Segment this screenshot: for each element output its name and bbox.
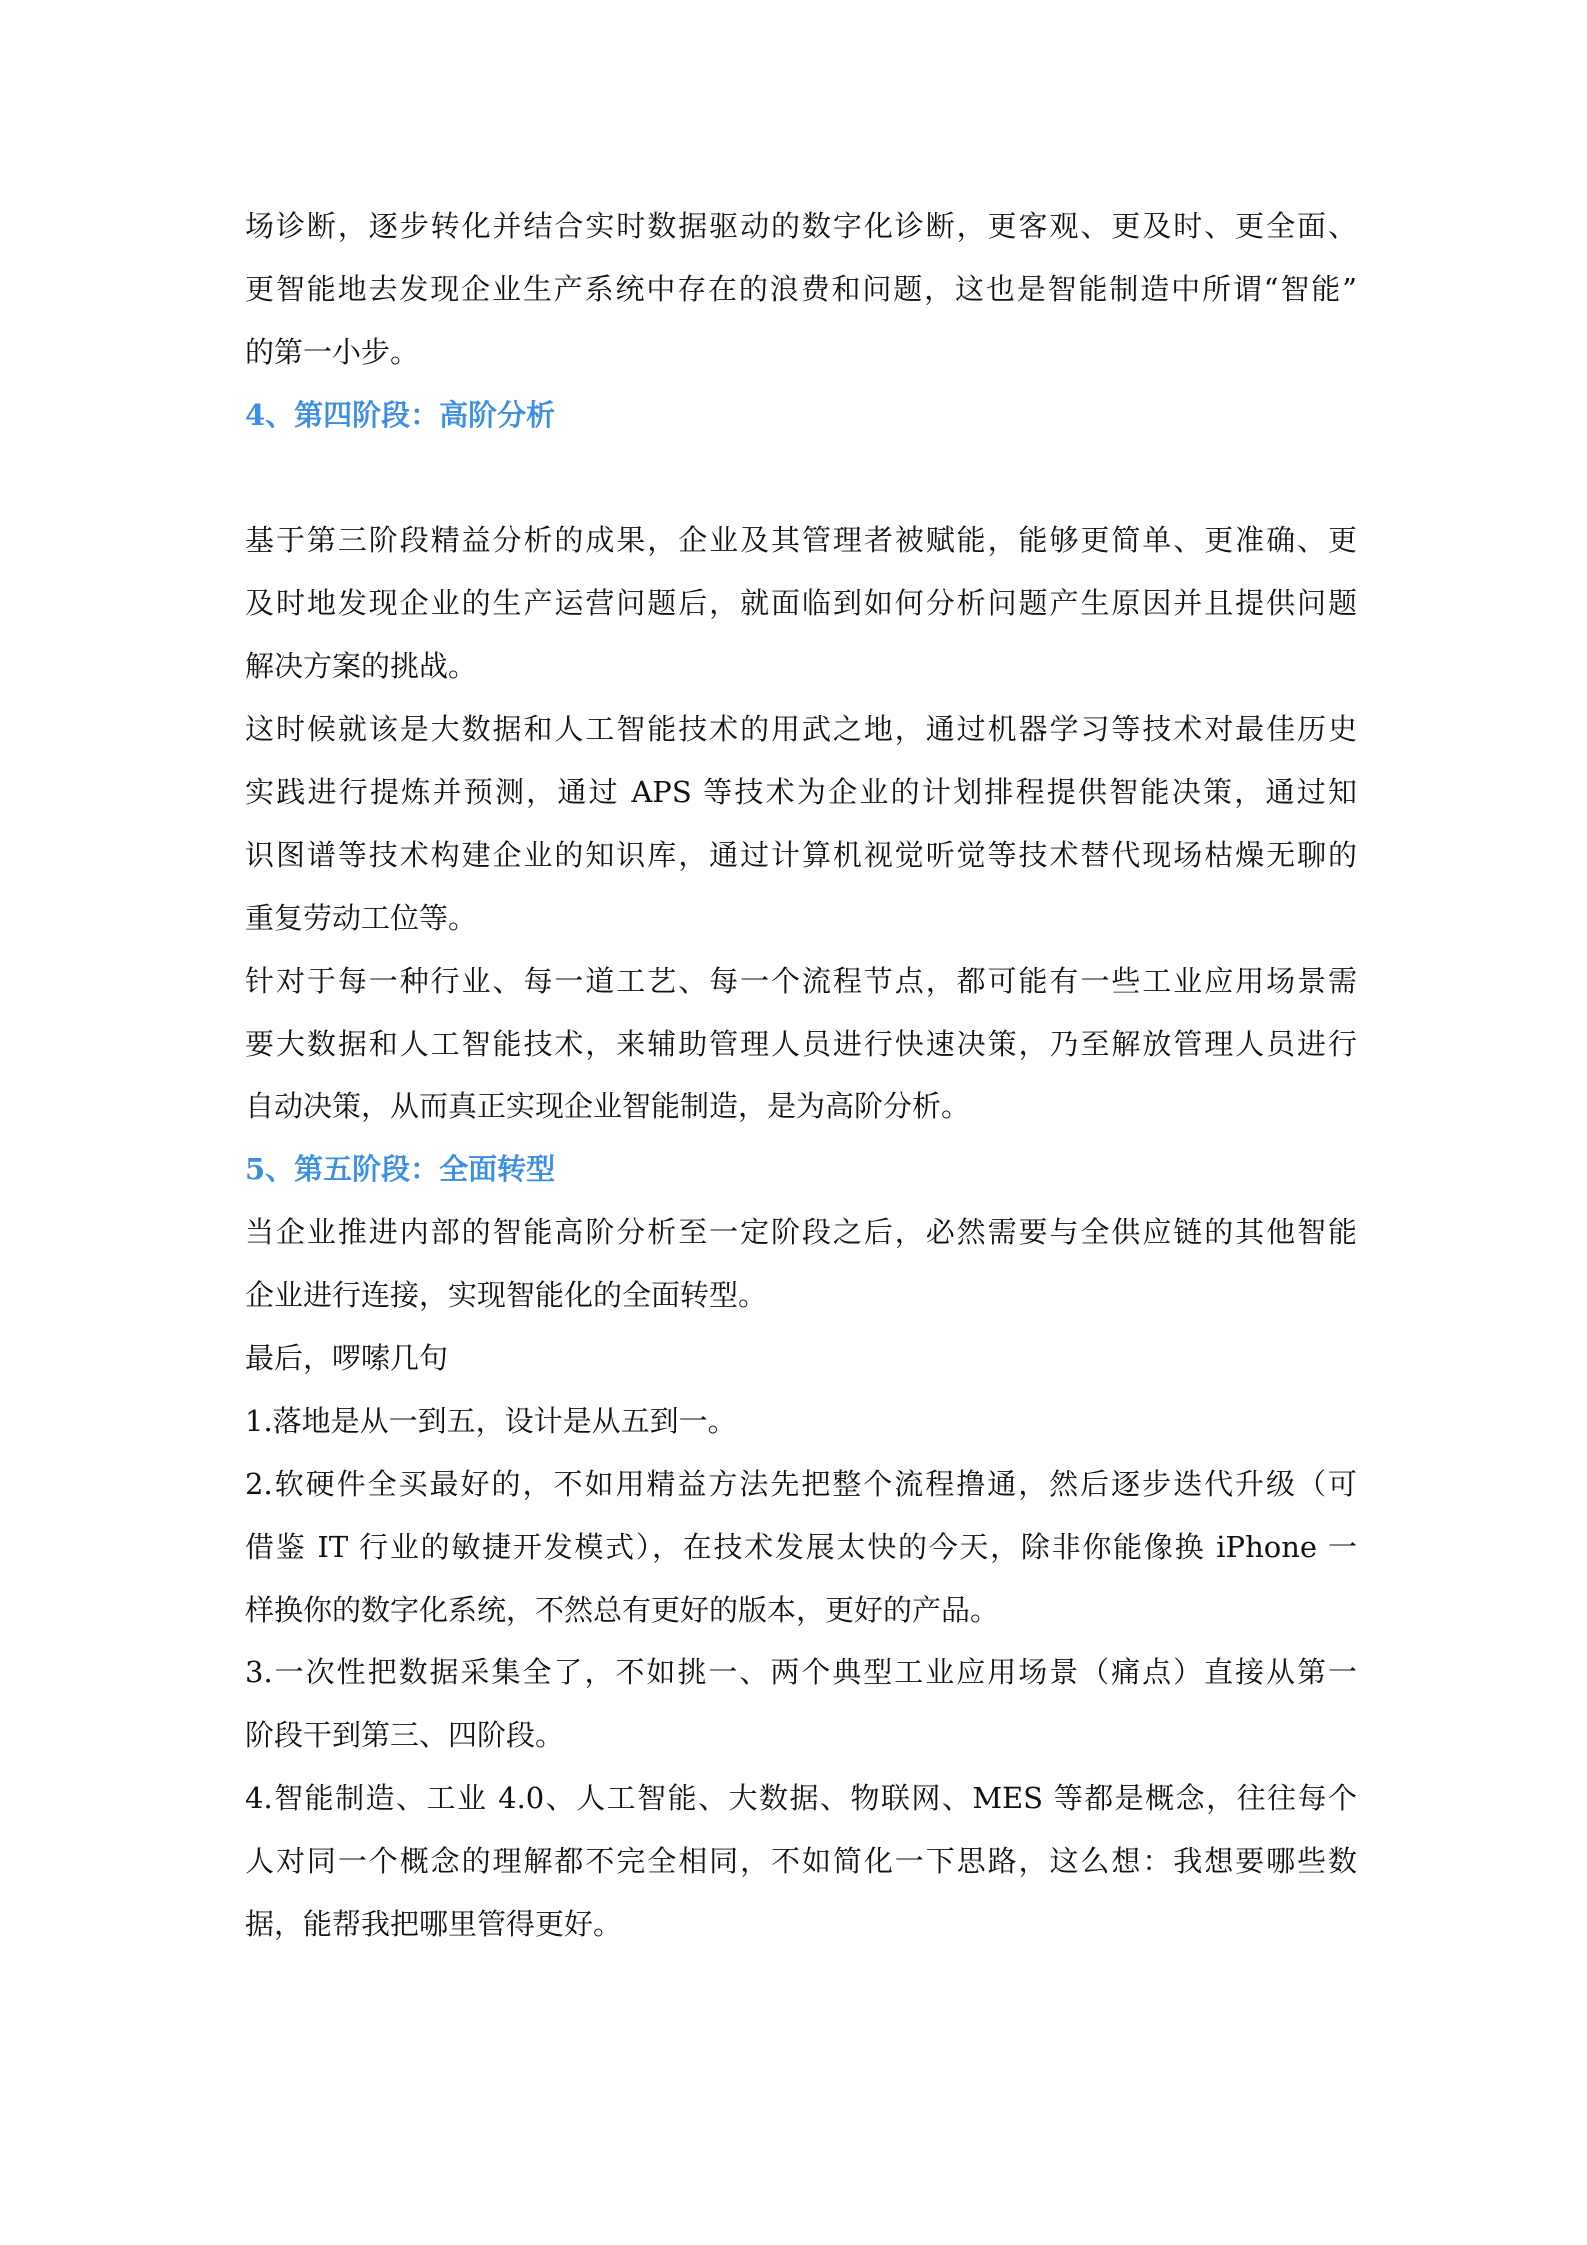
paragraph-line: 自动决策，从而真正实现企业智能制造，是为高阶分析。 <box>245 1089 971 1124</box>
paragraph-line: 最后，啰嗦几句 <box>245 1341 449 1376</box>
section-heading <box>245 1138 1357 1201</box>
paragraph-line: 场诊断，逐步转化并结合实时数据驱动的数字化诊断，更客观、更及时、更全面、 <box>245 209 1357 243</box>
document-body <box>245 195 1357 1956</box>
paragraph <box>245 1201 1357 1327</box>
paragraph <box>245 950 1357 1139</box>
paragraph-line: 3.一次性把数据采集全了，不如挑一、两个典型工业应用场景（痛点）直接从第一 <box>245 1655 1357 1690</box>
blank-line <box>245 447 1357 510</box>
paragraph <box>245 1641 1357 1767</box>
paragraph-line: 基于第三阶段精益分析的成果，企业及其管理者被赋能，能够更简单、更准确、更 <box>245 523 1357 558</box>
paragraph <box>245 698 1357 950</box>
paragraph <box>245 1390 1357 1453</box>
paragraph-line: 1.落地是从一到五，设计是从五到一。 <box>245 1403 737 1438</box>
paragraph-line: 实践进行提炼并预测，通过 APS 等技术为企业的计划排程提供智能决策，通过知 <box>245 775 1357 810</box>
paragraph-line: 4.智能制造、工业 4.0、人工智能、大数据、物联网、MES 等都是概念，往往每个 <box>245 1781 1357 1816</box>
paragraph-line: 当企业推进内部的智能高阶分析至一定阶段之后，必然需要与全供应链的其他智能 <box>245 1215 1357 1250</box>
paragraph <box>245 509 1357 698</box>
paragraph-line: 识图谱等技术构建企业的知识库，通过计算机视觉听觉等技术替代现场枯燥无聊的 <box>245 837 1357 872</box>
paragraph-line: 解决方案的挑战。 <box>245 649 478 684</box>
paragraph-line: 及时地发现企业的生产运营问题后，就面临到如何分析问题产生原因并且提供问题 <box>245 586 1357 621</box>
paragraph-line: 重复劳动工位等。 <box>245 900 478 935</box>
paragraph-line: 的第一小步。 <box>245 334 420 369</box>
paragraph-line: 这时候就该是大数据和人工智能技术的用武之地，通过机器学习等技术对最佳历史 <box>245 712 1357 747</box>
paragraph <box>245 1453 1357 1642</box>
heading-text: 4、第四阶段：高阶分析 <box>245 397 556 432</box>
paragraph <box>245 1327 1357 1390</box>
paragraph-line: 要大数据和人工智能技术，来辅助管理人员进行快速决策，乃至解放管理人员进行 <box>245 1026 1357 1061</box>
paragraph-line: 据，能帮我把哪里管得更好。 <box>245 1907 623 1942</box>
paragraph-line: 2.软硬件全买最好的，不如用精益方法先把整个流程撸通，然后逐步迭代升级（可 <box>245 1466 1357 1501</box>
paragraph-line: 借鉴 IT 行业的敏捷开发模式），在技术发展太快的今天，除非你能像换 iPhone 一 <box>245 1529 1357 1564</box>
paragraph-line: 阶段干到第三、四阶段。 <box>245 1718 565 1753</box>
paragraph-line: 更智能地去发现企业生产系统中存在的浪费和问题，这也是智能制造中所谓“智能” <box>245 271 1357 306</box>
paragraph-line: 针对于每一种行业、每一道工艺、每一个流程节点，都可能有一些工业应用场景需 <box>245 963 1357 998</box>
paragraph <box>245 1767 1357 1956</box>
paragraph-line: 样换你的数字化系统，不然总有更好的版本，更好的产品。 <box>245 1592 1000 1627</box>
paragraph-line: 企业进行连接，实现智能化的全面转型。 <box>245 1278 768 1313</box>
paragraph <box>245 195 1357 384</box>
heading-text: 5、第五阶段：全面转型 <box>245 1152 556 1187</box>
section-heading <box>245 384 1357 447</box>
paragraph-line: 人对同一个概念的理解都不完全相同，不如简化一下思路，这么想：我想要哪些数 <box>245 1844 1357 1879</box>
